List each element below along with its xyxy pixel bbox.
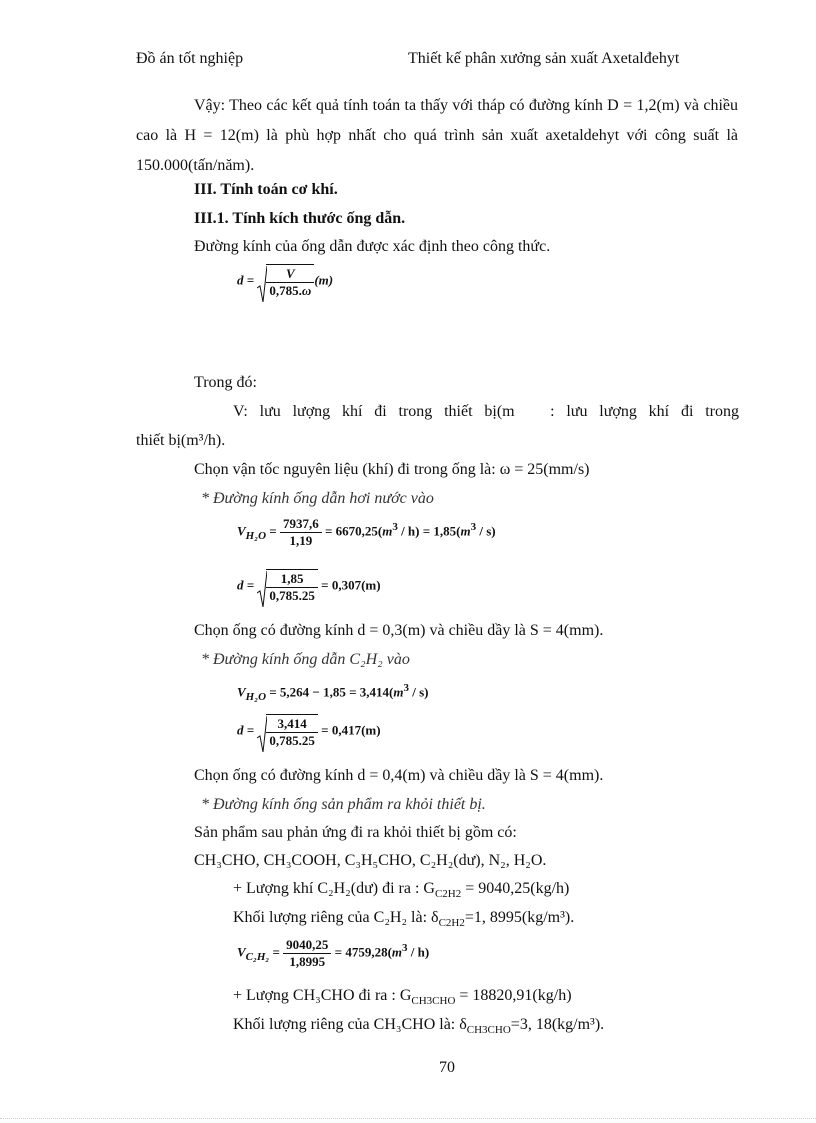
acetylene-d-formula: d = $\frac{3,414}{0,785.25}$ = 0,417(m) xyxy=(237,714,381,749)
steam-d-formula: d = $\frac{1,85}{0,785.25}$ = 0,307(m) xyxy=(237,569,381,604)
formula-main-num: V xyxy=(266,266,314,283)
radical-sign-icon xyxy=(257,716,267,752)
acetylene-choose: Chọn ống có đường kính d = 0,4(m) và chiều dầy là S = 4(mm). xyxy=(194,767,604,784)
c2h2-flow: + Lượng khí C₂H₂(dư) đi ra : $G_{C2H2} = 9040,25(kg/h)$ xyxy=(233,880,570,901)
formula-main-sqrt xyxy=(257,264,314,299)
radical-sign-icon xyxy=(257,266,267,302)
where-line1: V: lưu lượng khí đi trong thiết bị(m : lưu lượng khí đi trong xyxy=(233,403,739,420)
formula-intro-line: Đường kính của ống dẫn được xác định theo công thức. xyxy=(194,238,551,255)
ch3cho-flow: + Lượng CH₃CHO đi ra : $G_{CH3CHO} = 18820,91(kg/h)$ xyxy=(233,987,572,1008)
ch3cho-density: Khối lượng riêng của CH₃CHO là: $\delta_{CH3CHO}=3$, 18(kg/m³). xyxy=(233,1016,605,1037)
formula-main-den: 0,785. xyxy=(269,283,302,298)
acetylene-v-formula: $V_{H_2O} = 5,264 - 1,85 = 3,414(m^3 / s)$ xyxy=(237,682,429,703)
formula-main-lhs: d = xyxy=(237,272,255,288)
steam-title: * Đường kính ống dẫn hơi nước vào xyxy=(201,490,434,507)
intro-paragraph: Vậy: Theo các kết quả tính toán ta thấy với tháp có đường kính D = 1,2(m) và chiều cao là H = 12(m) là phù hợp nhất cho quá trình sản xuất axetaldehyt với công suất là 150.000(tấn/năm). xyxy=(136,97,738,174)
steam-v-den: 1,19 xyxy=(289,533,313,548)
steam-v-formula: $V_{H_2O}$ = $\frac{7937,6}{1,19}$ = $6670,25(m^3 / h) = 1,85(m^3 / s)$ xyxy=(237,516,496,548)
acetylene-title: * Đường kính ống dẫn C₂H₂ vào xyxy=(201,651,410,668)
page-bottom-divider xyxy=(0,1118,816,1119)
header-right: Thiết kế phân xưởng sản xuất Axetalđehyt xyxy=(408,50,680,67)
velocity-line: Chọn vận tốc nguyên liệu (khí) đi trong ống là: ω = 25(mm/s) xyxy=(194,461,590,478)
radical-sign-icon xyxy=(257,571,267,607)
formula-main-omega: ω xyxy=(301,283,312,298)
steam-choose: Chọn ống có đường kính d = 0,3(m) và chiều dầy là S = 4(mm). xyxy=(194,622,604,639)
steam-v-num: 7937,6 xyxy=(280,516,322,533)
c2h2-v-formula: $V_{C_2H_2}$ = $\frac{9040,25}{1,8995}$ = $4759,28(m^3 / h)$ xyxy=(237,937,430,969)
subsection-heading: III.1. Tính kích thước ống dẫn. xyxy=(194,210,406,227)
section-heading: III. Tính toán cơ khí. xyxy=(194,181,338,198)
formula-main xyxy=(237,264,333,299)
product-line1: Sản phẩm sau phản ứng đi ra khỏi thiết bị gồm có: xyxy=(194,824,517,841)
product-title: * Đường kính ống sản phẩm ra khỏi thiết bị. xyxy=(201,796,486,813)
page-number: 70 xyxy=(439,1059,455,1076)
header-left: Đồ án tốt nghiệp xyxy=(136,50,244,67)
c2h2-density: Khối lượng riêng của C₂H₂ là: $\delta_{C2H2}=1$, 8995(kg/m³). xyxy=(233,909,575,930)
where-line2: thiết bị(m³/h). xyxy=(136,432,226,449)
product-line2: CH₃CHO, CH₃COOH, C₃H₅CHO, C₂H₂(dư), N₂, H₂O. xyxy=(194,852,547,869)
formula-main-unit: (m) xyxy=(314,272,334,288)
where-label: Trong đó: xyxy=(194,374,257,391)
